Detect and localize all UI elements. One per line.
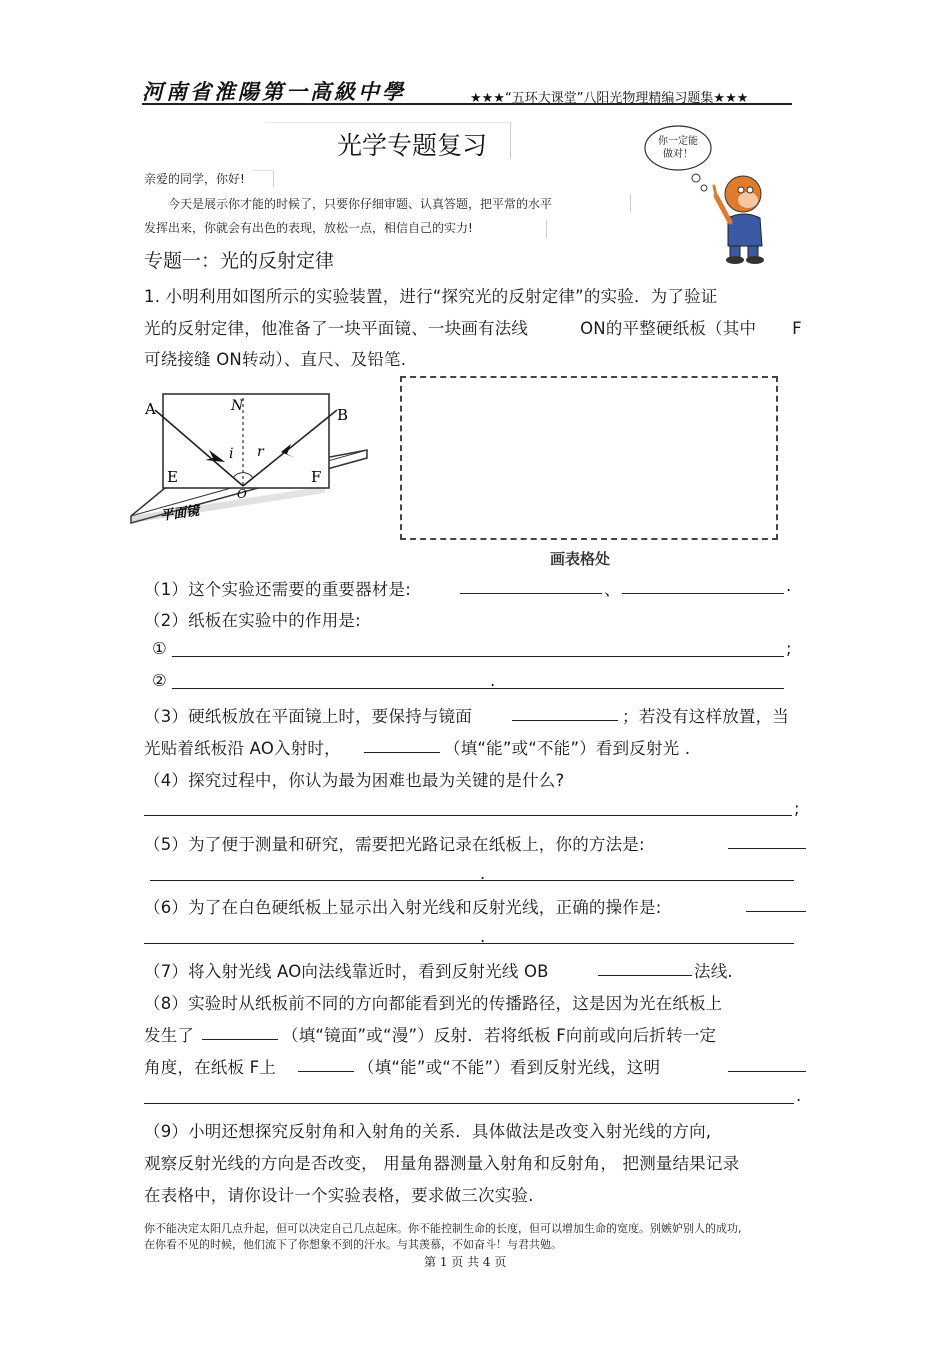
answer-blank-3b[interactable]	[364, 752, 440, 753]
q1-part-4-end: ;	[794, 799, 800, 818]
answer-blank-8a[interactable]	[202, 1039, 278, 1040]
q1-part-3a: （3）硬纸板放在平面镜上时，要保持与镜面	[144, 707, 472, 726]
q1-part-1-end: .	[786, 576, 792, 595]
q1-part-4: （4）探究过程中，你认为最为困难也最为关键的是什么?	[144, 771, 565, 790]
q1-part-8-end: .	[796, 1086, 802, 1105]
q1-part-9a: （9）小明还想探究反射角和入射角的关系．具体做法是改变入射光线的方向,	[144, 1122, 712, 1141]
mascot-body	[728, 214, 762, 246]
q1-part-2-dot: .	[490, 671, 496, 690]
greeting-line-2: 今天是展示你才能的时候了，只要你仔细审题、认真答题，把平常的水平	[168, 197, 553, 211]
table-drawing-area[interactable]	[400, 376, 778, 540]
label-B: B	[337, 406, 349, 424]
q1-part-8b: 发生了	[144, 1026, 195, 1045]
reflection-apparatus-figure	[125, 388, 375, 533]
label-O: O	[237, 487, 247, 501]
answer-blank-5b[interactable]	[150, 880, 794, 881]
q1-part-2-end: ;	[786, 639, 792, 658]
label-i: i	[229, 446, 234, 462]
q1-part-1-text: （1）这个实验还需要的重要器材是:	[144, 580, 411, 599]
q1-part-8e: （填“能”或“不能”）看到反射光线，这明	[358, 1058, 661, 1077]
q1-part-2: （2）纸板在实验中的作用是:	[144, 611, 361, 630]
greeting-frame-right-2	[546, 220, 547, 238]
q1-part-2-circle-2: ②	[152, 671, 167, 690]
greeting-frame	[253, 170, 274, 187]
q1-part-6: （6）为了在白色硬纸板上显示出入射光线和反射光线，正确的操作是:	[144, 898, 662, 917]
label-A: A	[145, 400, 156, 418]
answer-blank-8d[interactable]	[144, 1103, 794, 1104]
label-mirror: 平面镜	[159, 503, 201, 524]
answer-blank-6a[interactable]	[746, 911, 806, 912]
answer-blank-5a[interactable]	[728, 848, 806, 849]
q1-part-7a: （7）将入射光线 AO向法线靠近时，看到反射光线 OB	[144, 962, 549, 981]
school-name: 河南省淮陽第一高級中學	[142, 79, 406, 104]
answer-blank-1b[interactable]	[622, 593, 784, 594]
series-title: ★★★“五环大课堂”八阳光物理精编习题集★★★	[470, 91, 749, 106]
q1-part-3c: 光贴着纸板沿 AO入射时，	[144, 739, 341, 758]
q1-intro-line-2	[144, 315, 802, 339]
q1-part-8a: （8）实验时从纸板前不同的方向都能看到光的传播路径，这是因为光在纸板上	[144, 994, 723, 1013]
q1-intro-line-3: 可绕接缝 ON转动）、直尺、及铅笔.	[144, 350, 407, 369]
q1-intro-line-1: 1. 小明利用如图所示的实验装置，进行“探究光的反射定律”的实验．为了验证	[144, 287, 718, 306]
q1-part-3b: ；若没有这样放置，当	[622, 707, 789, 726]
q1-part-5-dot: .	[480, 864, 486, 883]
answer-blank-4[interactable]	[144, 815, 792, 816]
q1-part-7b: 法线.	[694, 962, 733, 981]
q1-part-9b: 观察反射光线的方向是否改变， 用量角器测量入射角和反射角， 把测量结果记录	[144, 1154, 740, 1173]
q1-part-1-sep: 、	[604, 580, 621, 599]
q1-intro-2a: 光的反射定律，他准备了一块平面镜、一块画有法线	[144, 319, 529, 338]
q1-part-9c: 在表格中，请你设计一个实验表格，要求做三次实验.	[144, 1186, 534, 1205]
answer-blank-8b[interactable]	[298, 1071, 354, 1072]
label-r: r	[257, 444, 264, 460]
q1-part-1	[144, 576, 411, 600]
q1-intro-2b: ON的平整硬纸板（其中	[580, 319, 757, 338]
q1-part-5: （5）为了便于测量和研究，需要把光路记录在纸板上，你的方法是:	[144, 835, 645, 854]
answer-blank-8c[interactable]	[728, 1071, 806, 1072]
greeting-frame-right	[630, 194, 631, 212]
page-title: 光学专题复习	[337, 131, 488, 160]
answer-blank-2b[interactable]	[172, 688, 784, 689]
greeting-line-1: 亲爱的同学，你好!	[144, 172, 245, 186]
header-divider	[142, 103, 792, 105]
answer-blank-3a[interactable]	[512, 720, 618, 721]
page-number: 第 1 页 共 4 页	[424, 1255, 507, 1269]
label-E: E	[167, 468, 178, 486]
greeting-line-3: 发挥出来，你就会有出色的表现，放松一点，相信自己的实力!	[144, 221, 473, 235]
footer-motto-1: 你不能决定太阳几点升起，但可以决定自己几点起床。你不能控制生命的长度，但可以增加生命的宽度。别嫉妒别人的成功,	[144, 1222, 742, 1235]
svg-text:你一定能: 你一定能	[658, 136, 698, 147]
q1-intro-2c: F	[792, 319, 802, 338]
table-area-label: 画表格处	[550, 550, 611, 568]
label-N: N	[231, 398, 244, 414]
q1-part-3d: （填“能”或“不能”）看到反射光 .	[444, 739, 691, 758]
answer-blank-2a[interactable]	[172, 656, 784, 657]
speech-bubble	[645, 126, 711, 170]
q1-part-6-dot: .	[480, 927, 486, 946]
q1-part-2-circle-1: ①	[152, 639, 167, 658]
q1-part-8d: 角度，在纸板 F上	[144, 1058, 277, 1077]
q1-part-8c: （填“镜面”或“漫”）反射．若将纸板 F向前或向后折转一定	[282, 1026, 717, 1045]
cartoon-mascot	[640, 118, 790, 268]
answer-blank-6b[interactable]	[144, 943, 794, 944]
paper-board	[163, 394, 329, 488]
svg-text:做对！: 做对！	[663, 149, 693, 160]
section-title: 专题一：光的反射定律	[144, 250, 335, 272]
answer-blank-7[interactable]	[598, 975, 692, 976]
label-F: F	[311, 468, 322, 486]
answer-blank-1a[interactable]	[460, 593, 602, 594]
footer-motto-2: 在你看不见的时候，他们流下了你想象不到的汗水。与其羡慕，不如奋斗！与君共勉。	[144, 1238, 562, 1251]
